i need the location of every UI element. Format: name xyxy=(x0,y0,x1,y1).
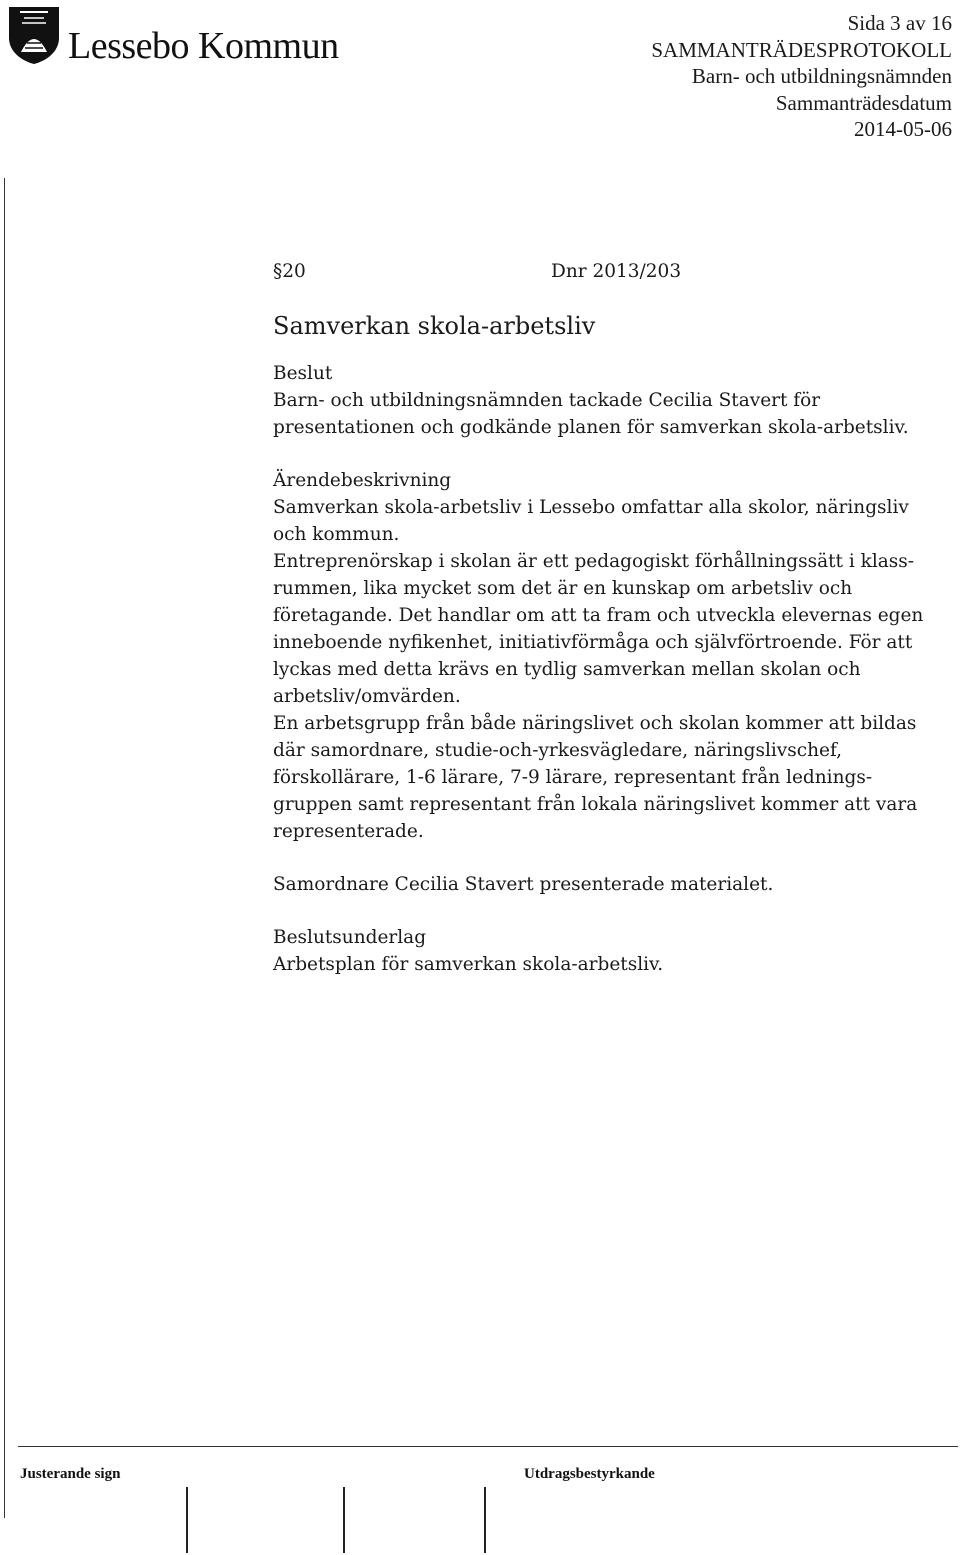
section-title: Samverkan skola-arbetsliv xyxy=(273,312,596,340)
beslut-heading: Beslut xyxy=(273,363,333,384)
justerande-sign-label: Justerande sign xyxy=(20,1466,121,1482)
footer-divider xyxy=(18,1446,958,1447)
arende-line: Samverkan skola-arbetsliv i Lessebo omfattar alla skolor, näringsliv xyxy=(273,497,909,518)
arende-line: representerade. xyxy=(273,821,424,842)
spacer xyxy=(273,898,953,924)
municipality-logo xyxy=(6,4,356,66)
signature-line xyxy=(186,1487,188,1553)
underlag-heading: Beslutsunderlag xyxy=(273,927,427,948)
presenter-line: Samordnare Cecilia Stavert presenterade materialet. xyxy=(273,874,774,895)
arende-line: Entreprenörskap i skolan är ett pedagogiskt förhållningssätt i klass- xyxy=(273,551,915,572)
underlag-line: Arbetsplan för samverkan skola-arbetsliv. xyxy=(273,954,664,975)
paragraph-row xyxy=(273,258,953,285)
signature-line xyxy=(343,1487,345,1553)
meeting-date: 2014-05-06 xyxy=(854,117,952,141)
arende-line: rummen, lika mycket som det är en kunskap om arbetsliv och xyxy=(273,578,853,599)
arende-line: där samordnare, studie-och-yrkesvägledare, näringslivschef, xyxy=(273,740,843,761)
beslut-line: Barn- och utbildningsnämnden tackade Cecilia Stavert för xyxy=(273,390,821,411)
spacer xyxy=(273,845,953,871)
logo-wordmark: Lessebo Kommun xyxy=(68,25,339,67)
coat-of-arms-icon xyxy=(6,4,62,66)
arende-line: och kommun. xyxy=(273,524,400,545)
left-margin-line xyxy=(4,178,5,1518)
meeting-date-label: Sammanträdesdatum xyxy=(775,90,952,115)
arende-line: förskollärare, 1-6 lärare, 7-9 lärare, representant från lednings- xyxy=(273,767,873,788)
arende-line: inneboende nyfikenhet, initiativförmåga och självförtroende. För att xyxy=(273,632,913,653)
signature-line xyxy=(484,1487,486,1553)
document-header xyxy=(651,10,952,143)
document-type: SAMMANTRÄDESPROTOKOLL xyxy=(651,37,952,62)
beslut-line: presentationen och godkände planen för samverkan skola-arbetsliv. xyxy=(273,417,909,438)
utdragsbestyrkande-label: Utdragsbestyrkande xyxy=(524,1466,655,1482)
arende-line: arbetsliv/omvärden. xyxy=(273,686,461,707)
document-body xyxy=(273,258,953,978)
arende-line: gruppen samt representant från lokala näringslivet kommer att vara xyxy=(273,794,918,815)
page-number: Sida 3 av 16 xyxy=(847,11,952,35)
committee-name: Barn- och utbildningsnämnden xyxy=(691,64,952,88)
arende-line: företagande. Det handlar om att ta fram och utveckla elevernas egen xyxy=(273,605,924,626)
arende-line: lyckas med detta krävs en tydlig samverkan mellan skolan och xyxy=(273,659,861,680)
arende-heading: Ärendebeskrivning xyxy=(273,470,452,491)
case-number: Dnr 2013/203 xyxy=(551,261,682,282)
spacer xyxy=(273,441,953,467)
paragraph-number: §20 xyxy=(273,261,306,282)
arende-line: En arbetsgrupp från både näringslivet och skolan kommer att bildas xyxy=(273,713,917,734)
